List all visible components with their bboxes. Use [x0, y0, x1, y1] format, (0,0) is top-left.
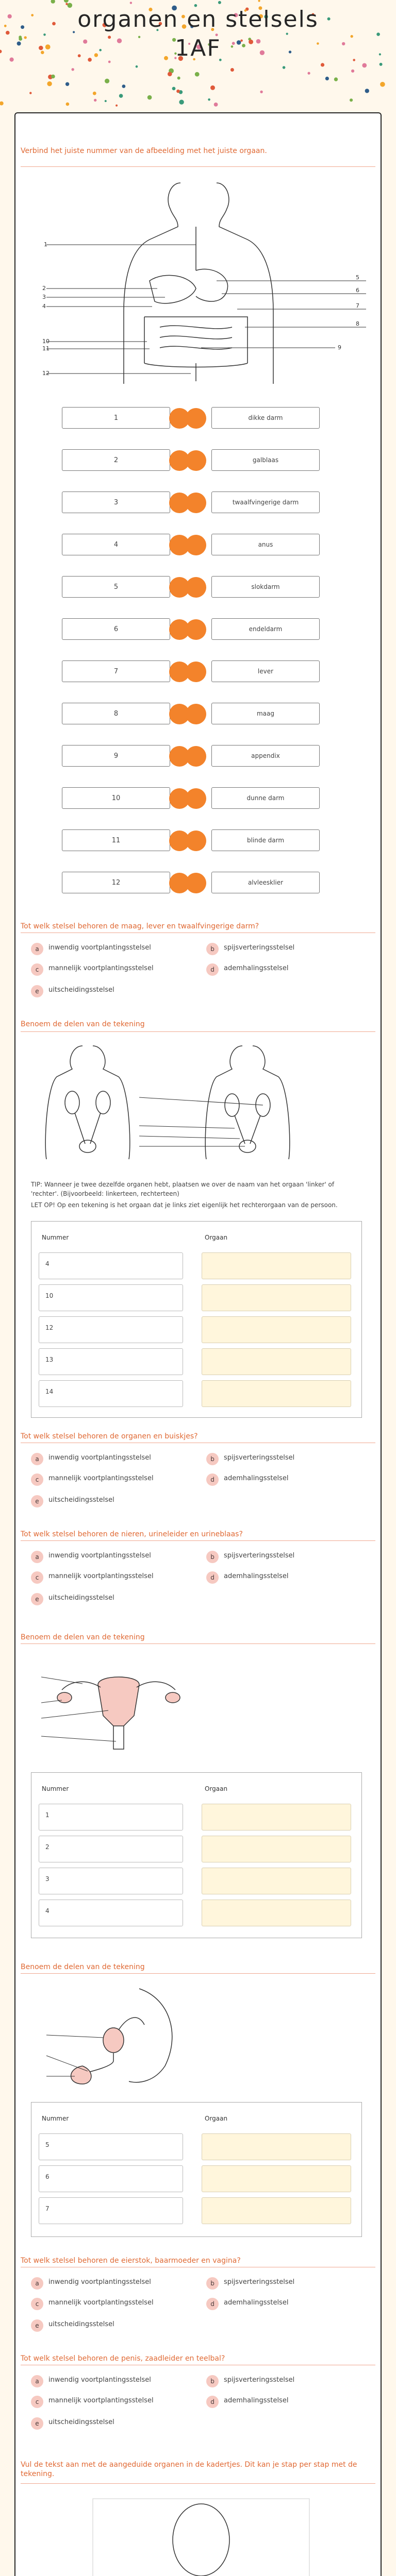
confetti-dot	[258, 0, 260, 2]
match-connector-right[interactable]	[186, 493, 206, 513]
female-reproductive-figure	[36, 1654, 201, 1757]
option-d[interactable]: d ademhalingsstelsel	[206, 2298, 356, 2310]
confetti-dot	[172, 87, 176, 91]
table-row-number: 5	[39, 2133, 183, 2160]
match-number-box[interactable]: 12	[62, 872, 170, 893]
answer-input[interactable]	[202, 1380, 351, 1407]
divider	[21, 1540, 375, 1541]
match-number-box[interactable]: 4	[62, 534, 170, 555]
match-organ-box[interactable]: anus	[211, 534, 320, 555]
match-row	[62, 660, 320, 683]
badge-d: d	[206, 2298, 219, 2310]
question-1: Verbind het juiste nummer van de afbeelding met het juiste orgaan.	[21, 147, 267, 155]
match-row	[62, 618, 320, 641]
divider	[21, 2483, 375, 2484]
match-organ-box[interactable]: lever	[211, 660, 320, 682]
match-connector-right[interactable]	[186, 535, 206, 555]
confetti-dot	[51, 0, 55, 4]
confetti-dot	[105, 100, 107, 102]
table-row-number: 13	[39, 1348, 183, 1375]
divider	[21, 1031, 375, 1032]
confetti-dot	[365, 89, 369, 93]
table-row-number: 1	[39, 1804, 183, 1831]
badge-e: e	[31, 2319, 43, 2332]
question-9: Tot welk stelsel behoren de penis, zaadleider en teelbal?	[21, 2354, 225, 2363]
badge-c: c	[31, 2298, 43, 2310]
option-a[interactable]: a inwendig voortplantingsstelsel	[31, 943, 180, 955]
confetti-dot	[362, 63, 367, 68]
match-row	[62, 576, 320, 599]
fig-label-3: 3	[42, 294, 46, 300]
answer-input[interactable]	[202, 1804, 351, 1831]
header-organ: Orgaan	[205, 1785, 228, 1792]
answer-input[interactable]	[202, 1836, 351, 1862]
question-8: Tot welk stelsel behoren de eierstok, baarmoeder en vagina?	[21, 2257, 241, 2265]
badge-d: d	[206, 2396, 219, 2408]
badge-b: b	[206, 2277, 219, 2290]
confetti-dot	[214, 103, 218, 107]
option-a[interactable]: a inwendig voortplantingsstelsel	[31, 1453, 180, 1465]
table-row-number: 10	[39, 1284, 183, 1311]
badge-e: e	[31, 1593, 43, 1605]
match-number-box[interactable]: 7	[62, 660, 170, 682]
option-b[interactable]: b spijsverteringsstelsel	[206, 1551, 356, 1563]
option-c[interactable]: c mannelijk voortplantingsstelsel	[31, 1473, 180, 1486]
answer-input[interactable]	[202, 1348, 351, 1375]
option-a[interactable]: a inwendig voortplantingsstelsel	[31, 1551, 180, 1563]
mc-options-q5	[31, 1551, 361, 1607]
badge-b: b	[206, 1453, 219, 1465]
match-organ-box[interactable]: maag	[211, 703, 320, 724]
match-organ-box[interactable]: dikke darm	[211, 407, 320, 429]
urinary-system-figures	[36, 1041, 345, 1164]
match-organ-box[interactable]: alvleesklier	[211, 872, 320, 893]
table-row-number: 4	[39, 1900, 183, 1926]
confetti-dot	[147, 95, 152, 100]
fig-label-8: 8	[356, 320, 359, 327]
answer-input[interactable]	[202, 1252, 351, 1279]
option-b[interactable]: b spijsverteringsstelsel	[206, 943, 356, 955]
answer-table-q3	[31, 1221, 362, 1418]
fig-label-12: 12	[42, 370, 50, 377]
confetti-dot	[321, 63, 324, 66]
table-row-number: 3	[39, 1868, 183, 1894]
answer-input[interactable]	[202, 1316, 351, 1343]
answer-input[interactable]	[202, 2165, 351, 2192]
match-row	[62, 534, 320, 556]
match-organ-box[interactable]: endeldarm	[211, 618, 320, 640]
header-organ: Orgaan	[205, 2115, 228, 2122]
confetti-dot	[122, 84, 126, 88]
badge-c: c	[31, 1473, 43, 1486]
confetti-dot	[65, 82, 69, 86]
confetti-dot	[93, 92, 96, 95]
answer-table-q7	[31, 2102, 362, 2237]
option-d[interactable]: d ademhalingsstelsel	[206, 963, 356, 976]
confetti-dot	[210, 86, 215, 90]
mc-options-q2	[31, 943, 361, 999]
confetti-dot	[66, 103, 70, 106]
match-number-box[interactable]: 11	[62, 829, 170, 851]
confetti-dot	[51, 75, 55, 79]
fig-label-9: 9	[338, 344, 341, 351]
option-c[interactable]: c mannelijk voortplantingsstelsel	[31, 2298, 180, 2310]
option-d[interactable]: d ademhalingsstelsel	[206, 2396, 356, 2408]
confetti-dot	[64, 0, 69, 3]
badge-e: e	[31, 1495, 43, 1507]
match-connector-right[interactable]	[186, 831, 206, 851]
match-number-box[interactable]: 10	[62, 787, 170, 809]
option-e[interactable]: e uitscheidingsstelsel	[31, 2319, 180, 2332]
confetti-dot	[136, 65, 138, 68]
table-row-number: 6	[39, 2165, 183, 2192]
fig-label-4: 4	[42, 303, 46, 310]
option-c[interactable]: c mannelijk voortplantingsstelsel	[31, 963, 180, 976]
divider	[21, 1973, 375, 1974]
badge-a: a	[31, 2277, 43, 2290]
confetti-dot	[230, 68, 234, 72]
confetti-dot	[0, 101, 4, 106]
option-c[interactable]: c mannelijk voortplantingsstelsel	[31, 1571, 180, 1584]
mc-options-q9	[31, 2375, 361, 2432]
question-10: Vul de tekst aan met de aangeduide organen in de kadertjes. Dit kan je stap per stap met de tekening.	[21, 2461, 357, 2478]
match-connector-right[interactable]	[186, 577, 206, 598]
badge-a: a	[31, 1551, 43, 1563]
match-organ-box[interactable]: galblaas	[211, 449, 320, 471]
option-c[interactable]: c mannelijk voortplantingsstelsel	[31, 2396, 180, 2408]
note-text: LET OP! Op een tekening is het orgaan dat je links ziet eigenlijk het rechterorgaan van de persoon.	[31, 1201, 338, 1209]
badge-d: d	[206, 1571, 219, 1584]
match-connector-right[interactable]	[186, 704, 206, 724]
badge-d: d	[206, 963, 219, 976]
confetti-dot	[351, 70, 354, 73]
title-line-2: 1AF	[175, 35, 221, 61]
answer-input[interactable]	[202, 1900, 351, 1926]
digestive-system-figure	[42, 178, 366, 384]
match-number-box[interactable]: 8	[62, 703, 170, 724]
badge-b: b	[206, 2375, 219, 2387]
header-number: Nummer	[42, 1785, 69, 1792]
male-reproductive-figure	[36, 1984, 201, 2087]
match-connector-right[interactable]	[186, 873, 206, 893]
divider	[21, 166, 375, 167]
match-connector-right[interactable]	[186, 788, 206, 809]
confetti-dot	[130, 2, 132, 4]
match-organ-box[interactable]: appendix	[211, 745, 320, 767]
match-row	[62, 703, 320, 725]
option-b[interactable]: b spijsverteringsstelsel	[206, 2277, 356, 2290]
option-a[interactable]: a inwendig voortplantingsstelsel	[31, 2375, 180, 2387]
match-connector-right[interactable]	[186, 408, 206, 429]
badge-a: a	[31, 943, 43, 955]
table-row-number: 2	[39, 1836, 183, 1862]
option-a[interactable]: a inwendig voortplantingsstelsel	[31, 2277, 180, 2290]
badge-c: c	[31, 2396, 43, 2408]
answer-input[interactable]	[202, 2197, 351, 2224]
badge-d: d	[206, 1473, 219, 1486]
confetti-dot	[380, 82, 385, 87]
fig-label-7: 7	[356, 302, 359, 309]
question-5: Tot welk stelsel behoren de nieren, urineleider en urineblaas?	[21, 1530, 243, 1538]
answer-input[interactable]	[202, 1868, 351, 1894]
confetti-dot	[29, 92, 31, 94]
confetti-dot	[177, 77, 180, 80]
match-number-box[interactable]: 6	[62, 618, 170, 640]
confetti-dot	[116, 105, 118, 107]
fig-label-6: 6	[356, 287, 359, 294]
confetti-dot	[325, 77, 329, 80]
option-e[interactable]: e uitscheidingsstelsel	[31, 985, 180, 997]
badge-a: a	[31, 2375, 43, 2387]
table-row-number: 14	[39, 1380, 183, 1407]
confetti-dot	[179, 100, 184, 105]
table-row-number: 7	[39, 2197, 183, 2224]
confetti-dot	[260, 91, 262, 93]
match-number-box[interactable]: 9	[62, 745, 170, 767]
question-3: Benoem de delen van de tekening	[21, 1020, 145, 1028]
badge-c: c	[31, 1571, 43, 1584]
fig-label-1: 1	[44, 241, 47, 248]
match-row	[62, 449, 320, 472]
mc-options-q8	[31, 2277, 361, 2334]
confetti-dot	[72, 68, 74, 71]
table-row-number: 12	[39, 1316, 183, 1343]
match-organ-box[interactable]: slokdarm	[211, 576, 320, 598]
answer-table-q6	[31, 1772, 362, 1938]
badge-b: b	[206, 943, 219, 955]
match-number-box[interactable]: 1	[62, 407, 170, 429]
match-row	[62, 829, 320, 852]
answer-input[interactable]	[202, 1284, 351, 1311]
fig-label-5: 5	[356, 274, 359, 281]
match-row	[62, 745, 320, 768]
confetti-dot	[94, 99, 96, 101]
option-b[interactable]: b spijsverteringsstelsel	[206, 1453, 356, 1465]
match-organ-box[interactable]: blinde darm	[211, 829, 320, 851]
confetti-dot	[105, 79, 109, 83]
fig-label-10: 10	[42, 338, 50, 345]
option-e[interactable]: e uitscheidingsstelsel	[31, 2417, 180, 2430]
confetti-dot	[308, 72, 310, 75]
question-4: Tot welk stelsel behoren de organen en buiskjes?	[21, 1432, 198, 1440]
option-b[interactable]: b spijsverteringsstelsel	[206, 2375, 356, 2387]
badge-c: c	[31, 963, 43, 976]
match-connector-right[interactable]	[186, 662, 206, 682]
match-connector-right[interactable]	[186, 746, 206, 767]
tip-text: TIP: Wanneer je twee dezelfde organen hebt, plaatsen we over de naam van het orgaan 'linker' of 'rechter'. (Bijvoorbeeld: linkerteen, rechterteen)	[31, 1181, 335, 1197]
confetti-dot	[195, 72, 200, 77]
fig-label-11: 11	[42, 345, 50, 352]
question-2: Tot welk stelsel behoren de maag, lever en twaalfvingerige darm?	[21, 922, 259, 930]
match-organ-box[interactable]: twaalfvingerige darm	[211, 492, 320, 513]
match-row	[62, 787, 320, 810]
confetti-dot	[47, 81, 52, 86]
confetti-dot	[119, 94, 123, 98]
header-organ: Orgaan	[205, 1234, 228, 1241]
badge-e: e	[31, 985, 43, 997]
confetti-dot	[218, 1, 221, 4]
page-title	[0, 5, 396, 63]
mc-options-q4	[31, 1453, 361, 1510]
option-d[interactable]: d ademhalingsstelsel	[206, 1473, 356, 1486]
header-number: Nummer	[42, 2115, 69, 2122]
question-7: Benoem de delen van de tekening	[21, 1963, 145, 1971]
confetti-dot	[350, 98, 353, 101]
confetti-dot	[283, 66, 286, 69]
option-d[interactable]: d ademhalingsstelsel	[206, 1571, 356, 1584]
match-organ-box[interactable]: dunne darm	[211, 787, 320, 809]
match-number-box[interactable]: 2	[62, 449, 170, 471]
confetti-dot	[208, 98, 210, 101]
answer-input[interactable]	[202, 2133, 351, 2160]
match-connector-right[interactable]	[186, 450, 206, 471]
confetti-dot	[334, 77, 338, 81]
match-number-box[interactable]: 3	[62, 492, 170, 513]
confetti-dot	[380, 63, 383, 66]
confetti-dot	[168, 72, 172, 76]
fig-label-2: 2	[42, 285, 46, 292]
human-body-figure	[31, 2499, 361, 2576]
match-row	[62, 407, 320, 430]
match-number-box[interactable]: 5	[62, 576, 170, 598]
badge-a: a	[31, 1453, 43, 1465]
option-e[interactable]: e uitscheidingsstelsel	[31, 1593, 180, 1605]
table-row-number: 4	[39, 1252, 183, 1279]
header-number: Nummer	[42, 1234, 69, 1241]
match-connector-right[interactable]	[186, 619, 206, 640]
confetti-dot	[176, 90, 180, 93]
question-6: Benoem de delen van de tekening	[21, 1633, 145, 1641]
divider	[21, 1643, 375, 1644]
match-row	[62, 872, 320, 894]
badge-e: e	[31, 2417, 43, 2430]
title-line-1: organen en stelsels	[77, 6, 319, 32]
option-e[interactable]: e uitscheidingsstelsel	[31, 1495, 180, 1507]
badge-b: b	[206, 1551, 219, 1563]
match-row	[62, 492, 320, 514]
